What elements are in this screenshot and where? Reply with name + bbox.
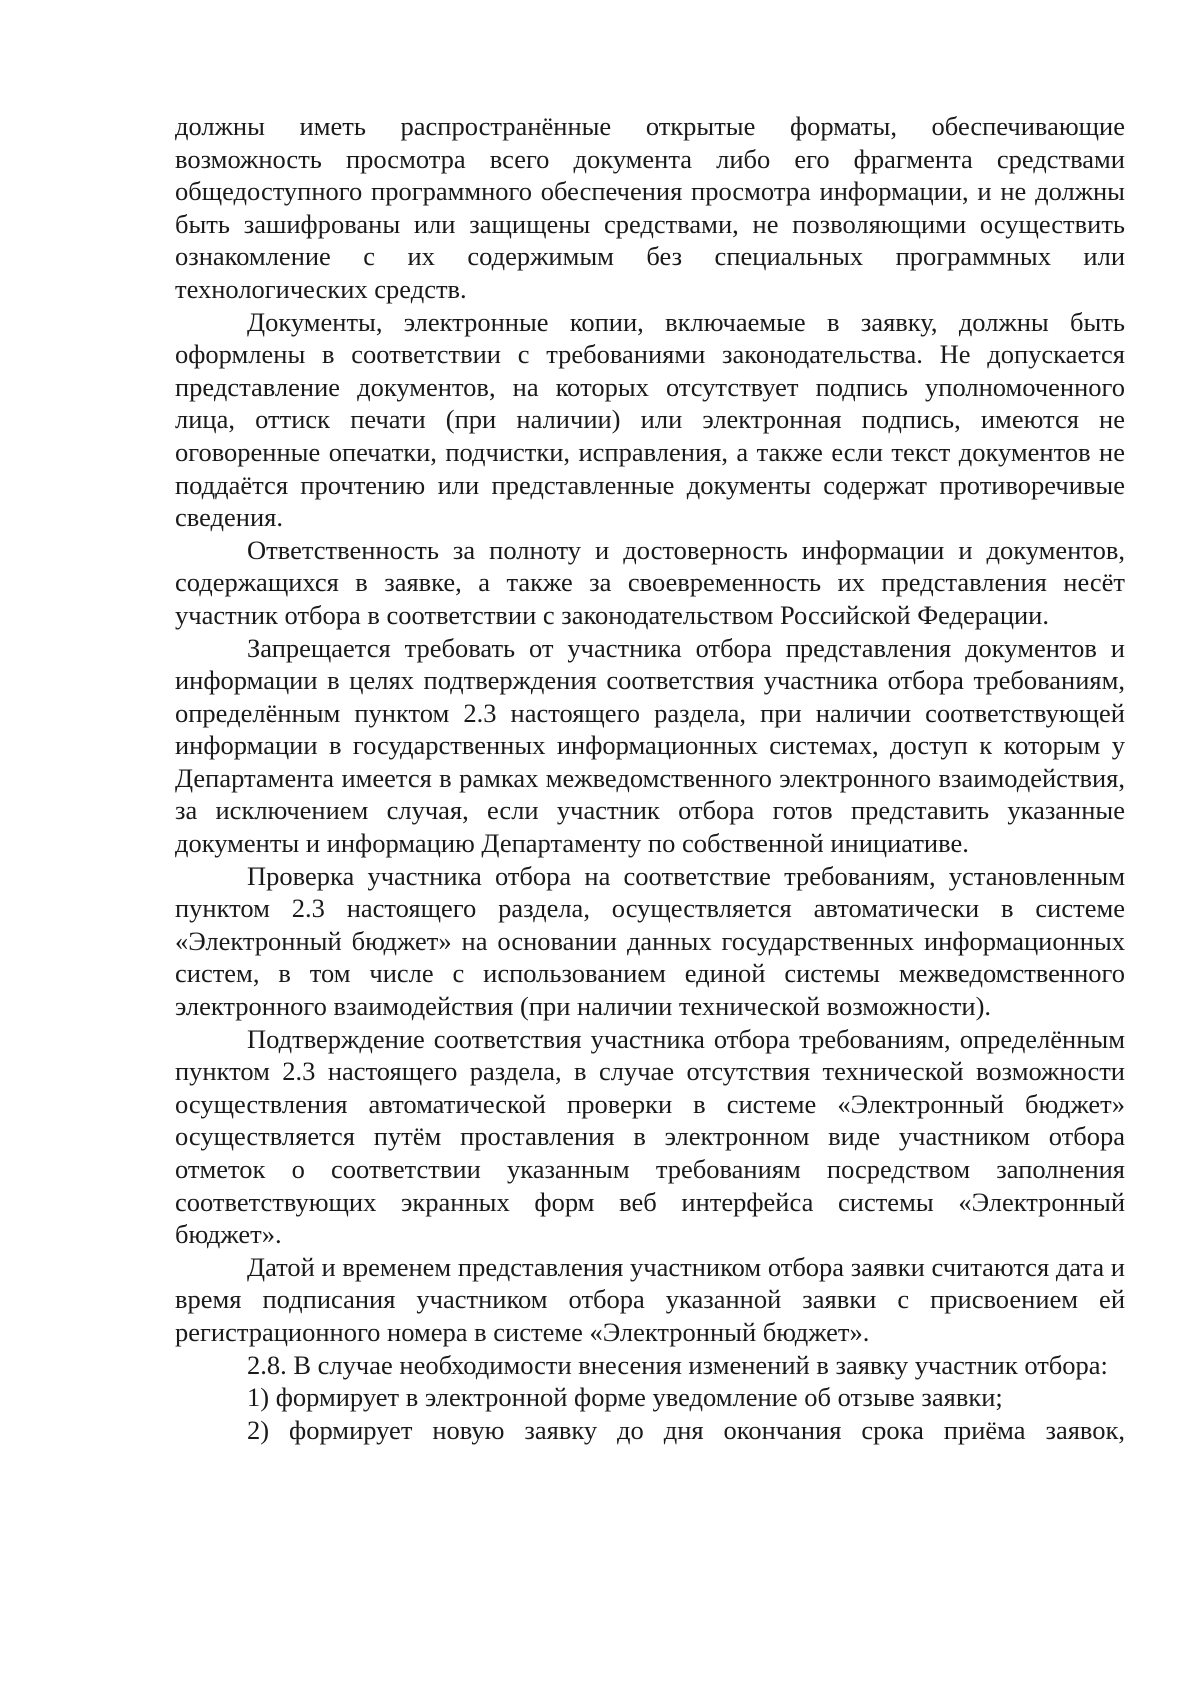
list-item-1: 1) формирует в электронной форме уведомление об отзыве заявки;: [247, 1382, 1003, 1413]
paragraph-responsibility: Ответственность за полноту и достоверность информации и документов, содержащихся в заявке, а также за своевременность их представления несёт участник отбора в соответствии с законодательством Российской Федерации.: [175, 534, 1125, 630]
paragraph-format-requirements: должны иметь распространённые открытые форматы, обеспечивающие возможность просмотра всего документа либо его фрагмента средствами общедоступного программного обеспечения просмотра информации, и не должны быть зашифрованы или защищены средствами, не позволяющими осуществить ознакомление с их содержимым без специальных программных или технологических средств.: [175, 111, 1125, 304]
paragraph-automatic-check: Проверка участника отбора на соответствие требованиям, установленным пунктом 2.3 настоящего раздела, осуществляется автоматически в системе «Электронный бюджет» на основании данных государственных информационных систем, в том числе с использованием единой системы межведомственного электронного взаимодействия (при наличии технической возможности).: [175, 860, 1125, 1022]
document-page: [175, 110, 1125, 1446]
paragraph-submission-date: Датой и временем представления участником отбора заявки считаются дата и время подписания участником отбора указанной заявки с присвоением ей регистрационного номера в системе «Электронный бюджет».: [175, 1251, 1125, 1347]
paragraph-confirmation: Подтверждение соответствия участника отбора требованиям, определённым пунктом 2.3 настоящего раздела, в случае отсутствия технической возможности осуществления автоматической проверки в системе «Электронный бюджет» осуществляется путём проставления в электронном виде участником отбора отметок о соответствии указанным требованиям посредством заполнения соответствующих экранных форм веб интерфейса системы «Электронный бюджет».: [175, 1023, 1125, 1250]
list-item-2: 2) формирует новую заявку до дня окончания срока приёма заявок,: [247, 1414, 1125, 1445]
paragraph-prohibition: Запрещается требовать от участника отбора представления документов и информации в целях подтверждения соответствия участника отбора требованиям, определённым пунктом 2.3 настоящего раздела, при наличии соответствующей информации в государственных информационных системах, доступ к которым у Департамента имеется в рамках межведомственного электронного взаимодействия, за исключением случая, если участник отбора готов представить указанные документы и информацию Департаменту по собственной инициативе.: [175, 632, 1125, 859]
paragraph-section-2-8: 2.8. В случае необходимости внесения изменений в заявку участник отбора:: [247, 1349, 1108, 1380]
paragraph-document-formatting: Документы, электронные копии, включаемые в заявку, должны быть оформлены в соответствии с требованиями законодательства. Не допускается представление документов, на которых отсутствует подпись уполномоченного лица, оттиск печати (при наличии) или электронная подпись, имеются не оговоренные опечатки, подчистки, исправления, а также если текст документов не поддаётся прочтению или представленные документы содержат противоречивые сведения.: [175, 306, 1125, 533]
